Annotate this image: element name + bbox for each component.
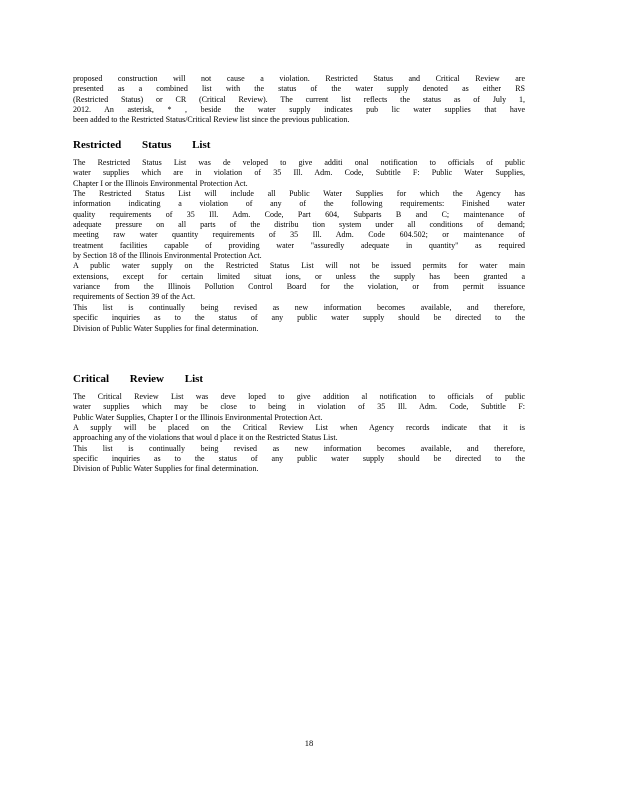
text-line: extensions, except for certain limited situat ions, or unless the supply has been granted a xyxy=(73,271,525,281)
text-line: The Restricted Status List was de veloped to give additi onal notification to officials of public xyxy=(73,158,525,167)
text-line: water supplies which may be close to being in violation of 35 Ill. Adm. Code, Subtitle F: xyxy=(73,402,525,412)
text-line: (Restricted Status) or CR (Critical Review). The current list reflects the status as of July 1, xyxy=(73,94,525,104)
text-line: Division of Public Water Supplies for final determination. xyxy=(73,323,259,333)
text-line: meeting raw water quantity requirements of 35 Ill. Adm. Code 604.502; or maintenance of xyxy=(73,230,525,240)
page-number: 18 xyxy=(304,738,314,748)
text-line: Chapter I or the Illinois Environmental Protection Act. xyxy=(73,178,248,188)
text-line: adequate pressure on all parts of the distribu tion system under all conditions of demand; xyxy=(73,220,525,230)
text-line: quality requirements of 35 Ill. Adm. Code, Part 604, Subparts B and C; maintenance of xyxy=(73,209,525,219)
restricted-status-heading: Restricted Status List xyxy=(73,139,211,151)
text-line: water supplies which are in violation of 35 Ill. Adm. Code, Subtitle F: Public Water Supplies, xyxy=(73,168,525,178)
critical-review-heading: Critical Review List xyxy=(73,373,204,385)
text-line: presented as a combined list with the status of the water supply denoted as either RS xyxy=(73,84,525,94)
text-line: requirements of Section 39 of the Act. xyxy=(73,292,195,302)
text-line: A supply will be placed on the Critical Review List when Agency records indicate that it is xyxy=(73,423,525,433)
text-line: Division of Public Water Supplies for final determination. xyxy=(73,464,259,474)
text-line: approaching any of the violations that woul d place it on the Restricted Status List. xyxy=(73,433,338,443)
text-line: variance from the Illinois Pollution Control Board for the violation, or from permit issuance xyxy=(73,282,525,292)
text-line: 2012. An asterisk, * , beside the water supply indicates pub lic water supplies that have xyxy=(73,105,525,115)
text-line: treatment facilities capable of providing water "assuredly adequate in quantity" as required xyxy=(73,240,525,250)
critical-review-paragraph xyxy=(73,392,525,475)
text-line: Public Water Supplies, Chapter I or the Illinois Environmental Protection Act. xyxy=(73,412,323,422)
text-line: information indicating a violation of any of the following requirements: Finished water xyxy=(73,199,525,209)
text-line: This list is continually being revised as new information becomes available, and therefore, xyxy=(73,302,525,312)
text-line: specific inquiries as to the status of any public water supply should be directed to the xyxy=(73,454,525,464)
text-line: This list is continually being revised as new information becomes available, and therefore, xyxy=(73,443,525,453)
text-line: The Critical Review List was deve loped to give addition al notification to officials of public xyxy=(73,392,525,401)
text-line: by Section 18 of the Illinois Environmental Protection Act. xyxy=(73,251,262,261)
text-line: proposed construction will not cause a violation. Restricted Status and Critical Review are xyxy=(73,74,525,83)
restricted-status-paragraph xyxy=(73,158,525,334)
text-line: A public water supply on the Restricted Status List will not be issued permits for water main xyxy=(73,261,525,271)
text-line: specific inquiries as to the status of any public water supply should be directed to the xyxy=(73,313,525,323)
text-line: been added to the Restricted Status/Critical Review list since the previous publication. xyxy=(73,115,350,125)
text-line: The Restricted Status List will include all Public Water Supplies for which the Agency has xyxy=(73,189,525,199)
intro-paragraph xyxy=(73,74,525,126)
